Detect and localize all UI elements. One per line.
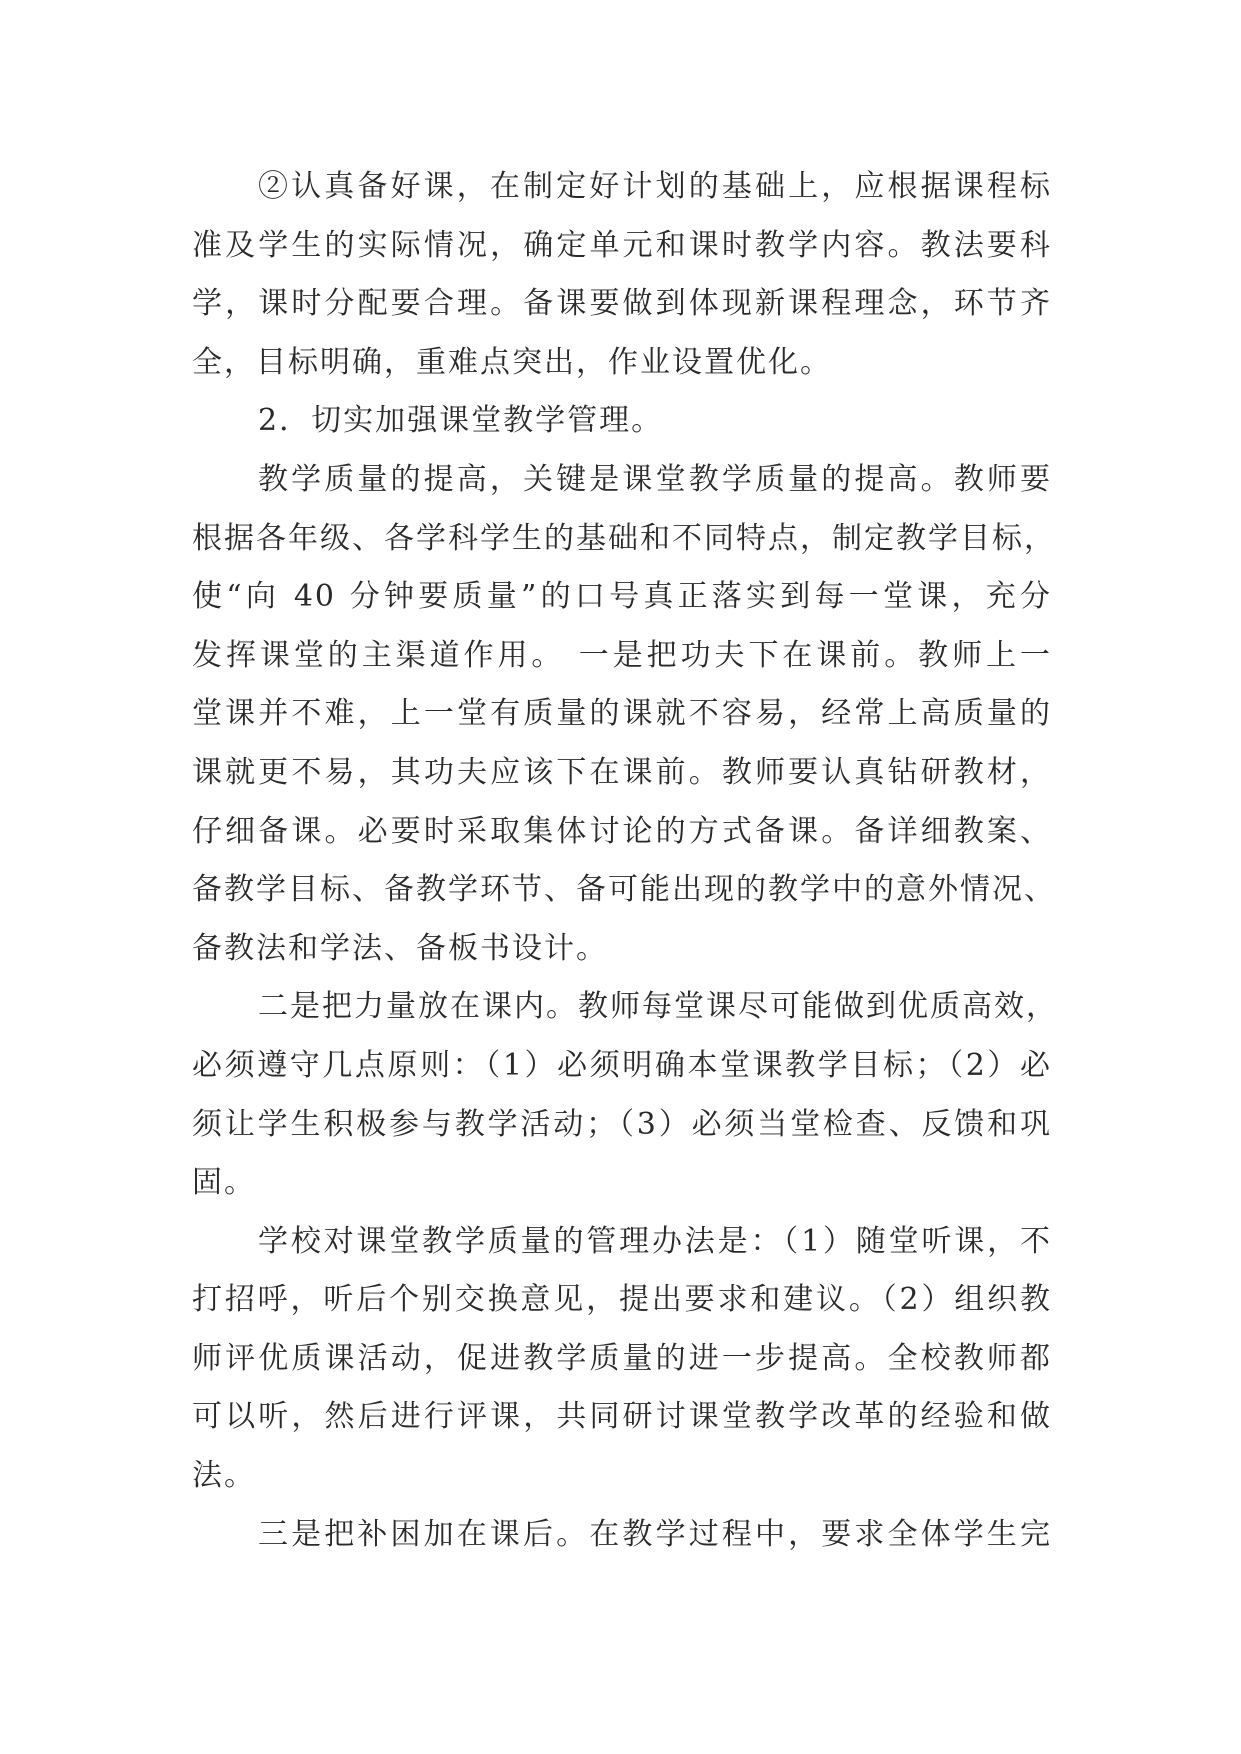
paragraph-3-line-5: 堂课并不难，上一堂有质量的课就不容易，经常上高质量的 — [192, 696, 1052, 732]
paragraph-3-line-8: 备教学目标、备教学环节、备可能出现的教学中的意外情况、 — [192, 872, 1056, 908]
section-heading-2: 2．切实加强课堂教学管理。 — [258, 403, 664, 439]
paragraph-3-line-6: 课就更不易，其功夫应该下在课前。教师要认真钻研教材， — [192, 754, 1052, 790]
paragraph-1-line-2: 准及学生的实际情况，确定单元和课时教学内容。教法要科 — [192, 227, 1052, 263]
paragraph-5-line-4: 可以听，然后进行评课，共同研讨课堂教学改革的经验和做 — [192, 1399, 1052, 1435]
paragraph-1-line-1: ②认真备好课，在制定好计划的基础上，应根据课程标 — [258, 169, 1052, 204]
paragraph-5-line-5: 法。 — [192, 1458, 256, 1494]
paragraph-3-line-1: 教学质量的提高，关键是课堂教学质量的提高。教师要 — [258, 461, 1052, 497]
paragraph-5-line-1: 学校对课堂教学质量的管理办法是：（1）随堂听课，不 — [258, 1223, 1052, 1259]
paragraph-4-line-4: 固。 — [192, 1165, 256, 1201]
paragraph-5-line-3: 师评优质课活动，促进教学质量的进一步提高。全校教师都 — [192, 1340, 1052, 1376]
paragraph-1-line-4: 全，目标明确，重难点突出，作业设置优化。 — [192, 344, 832, 380]
paragraph-3-line-4: 发挥课堂的主渠道作用。 一是把功夫下在课前。教师上一 — [192, 637, 1052, 673]
paragraph-6-line-1: 三是把补困加在课后。在教学过程中，要求全体学生完 — [258, 1516, 1052, 1552]
paragraph-1-line-3: 学，课时分配要合理。备课要做到体现新课程理念，环节齐 — [192, 286, 1052, 322]
paragraph-3-line-7: 仔细备课。必要时采取集体讨论的方式备课。备详细教案、 — [192, 813, 1052, 849]
paragraph-4-line-1: 二是把力量放在课内。教师每堂课尽可能做到优质高效， — [258, 989, 1058, 1025]
document-body — [192, 158, 1058, 1564]
paragraph-4-line-2: 必须遵守几点原则：（1）必须明确本堂课教学目标；（2）必 — [192, 1047, 1052, 1083]
paragraph-3-line-3: 使“向 40 分钟要质量”的口号真正落实到每一堂课，充分 — [192, 579, 1052, 615]
paragraph-3-line-9: 备教法和学法、备板书设计。 — [192, 930, 608, 966]
paragraph-3-line-2: 根据各年级、各学科学生的基础和不同特点，制定教学目标， — [192, 520, 1056, 556]
paragraph-4-line-3: 须让学生积极参与教学活动；（3）必须当堂检查、反馈和巩 — [192, 1106, 1052, 1142]
paragraph-5-line-2: 打招呼，听后个别交换意见，提出要求和建议。（2）组织教 — [192, 1282, 1052, 1318]
